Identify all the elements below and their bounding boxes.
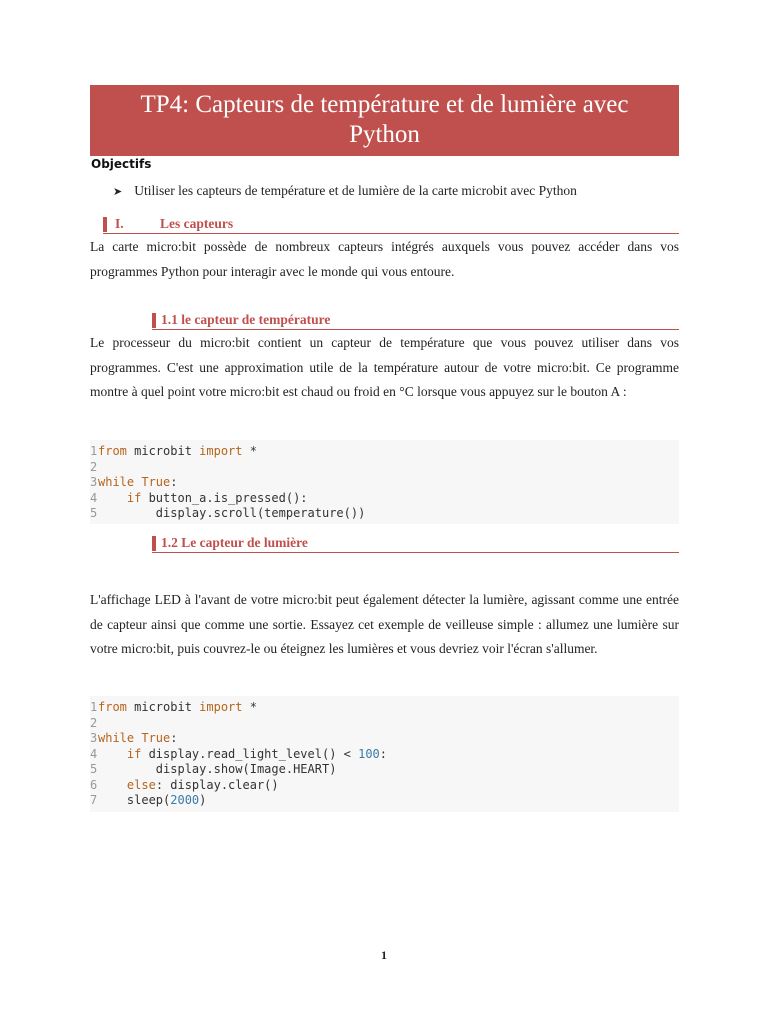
code-block-lumiere — [90, 696, 679, 812]
subsection-heading-lumiere — [152, 535, 679, 553]
subsection-label: 1.1 le capteur de température — [161, 312, 331, 327]
line-number: 1 — [90, 444, 98, 458]
subsection-bar — [152, 536, 156, 551]
section-heading-capteurs — [103, 216, 679, 234]
code-token: : — [379, 746, 388, 761]
subsection-label: 1.2 Le capteur de lumière — [161, 535, 308, 550]
code-token: import — [199, 700, 243, 714]
code-token: True — [141, 731, 171, 745]
lumiere-paragraph: L'affichage LED à l'avant de votre micro:bit peut également détecter la lumière, agissant comme une entrée de capteur ainsi que comme une sortie. Essayez cet exemple de veilleuse simple : allumez une lumière sur votre micro:bit, puis couvrez-le ou éteignez les lumières et vous devriez voir l'écran s'allumer. — [90, 592, 679, 656]
code-line — [90, 700, 679, 716]
code-token: else — [126, 777, 156, 792]
code-line — [90, 444, 679, 460]
subsection-heading-temperature — [152, 312, 679, 330]
code-token: 100 — [358, 746, 380, 761]
line-number: 2 — [90, 715, 98, 730]
code-token: from — [98, 700, 127, 714]
code-token: import — [199, 444, 243, 458]
line-number: 1 — [90, 700, 98, 714]
line-number: 3 — [90, 731, 98, 745]
code-token — [98, 747, 127, 761]
subsection-bar — [152, 313, 156, 328]
code-token: from — [98, 444, 127, 458]
code-token: sleep( — [98, 793, 171, 807]
code-token: while — [98, 731, 135, 745]
code-token: True — [141, 475, 171, 489]
arrow-bullet-icon: ➤ — [113, 185, 123, 198]
line-number: 5 — [90, 506, 98, 520]
code-line — [90, 731, 679, 747]
section-bar — [103, 217, 107, 232]
objectif-bullet — [113, 183, 577, 199]
code-block-temperature — [90, 440, 679, 524]
intro-paragraph: La carte micro:bit possède de nombreux capteurs intégrés auxquels vous pouvez accéder dans vos programmes Python pour interagir avec le monde qui vous entoure. — [90, 239, 679, 279]
title-line-2: Python — [349, 121, 420, 148]
code-line — [90, 491, 679, 507]
objectifs-heading: Objectifs — [91, 157, 152, 171]
code-token — [98, 491, 127, 505]
code-line — [90, 460, 679, 476]
code-token: microbit — [126, 700, 200, 714]
line-number: 6 — [90, 777, 98, 792]
code-token: if — [126, 490, 142, 505]
code-token: : — [170, 731, 178, 745]
line-number: 4 — [90, 490, 98, 505]
title-banner — [90, 85, 679, 156]
code-token: display.read_light_level() < — [141, 746, 359, 761]
code-line — [90, 716, 679, 732]
code-token: : — [170, 475, 178, 489]
temperature-paragraph: Le processeur du micro:bit contient un capteur de température que vous pouvez utiliser dans vos programmes. C'est une approximation utile de la température autour de votre micro:bit. Ce programme montre à quel point votre micro:bit est chaud ou froid en °C lorsque vous appuyez sur le bouton A : — [90, 335, 679, 399]
line-number: 3 — [90, 475, 98, 489]
code-line — [90, 778, 679, 794]
code-token: : display.clear() — [155, 777, 279, 792]
code-token: microbit — [126, 444, 200, 458]
section-number: I. — [115, 216, 124, 231]
code-token: button_a.is_pressed(): — [141, 490, 308, 505]
code-token — [98, 778, 127, 792]
code-token: while — [98, 475, 135, 489]
code-token: 2000 — [170, 793, 200, 807]
code-token: if — [126, 746, 142, 761]
objectif-text: Utiliser les capteurs de température et de lumière de la carte microbit avec Python — [134, 183, 577, 198]
code-line — [90, 506, 679, 522]
code-line — [90, 793, 679, 809]
line-number: 2 — [90, 459, 98, 474]
code-token: * — [242, 444, 257, 458]
code-token: ) — [199, 793, 207, 807]
title-line-1: TP4: Capteurs de température et de lumière avec — [140, 91, 629, 118]
line-number: 4 — [90, 746, 98, 761]
code-token: display.show(Image.HEART) — [98, 762, 337, 776]
line-number: 5 — [90, 762, 98, 776]
code-token: * — [242, 700, 257, 714]
code-line — [90, 475, 679, 491]
page-number: 1 — [381, 948, 387, 962]
section-label: Les capteurs — [160, 216, 234, 231]
code-line — [90, 747, 679, 763]
code-token: display.scroll(temperature()) — [98, 506, 366, 520]
line-number: 7 — [90, 793, 98, 807]
code-line — [90, 762, 679, 778]
